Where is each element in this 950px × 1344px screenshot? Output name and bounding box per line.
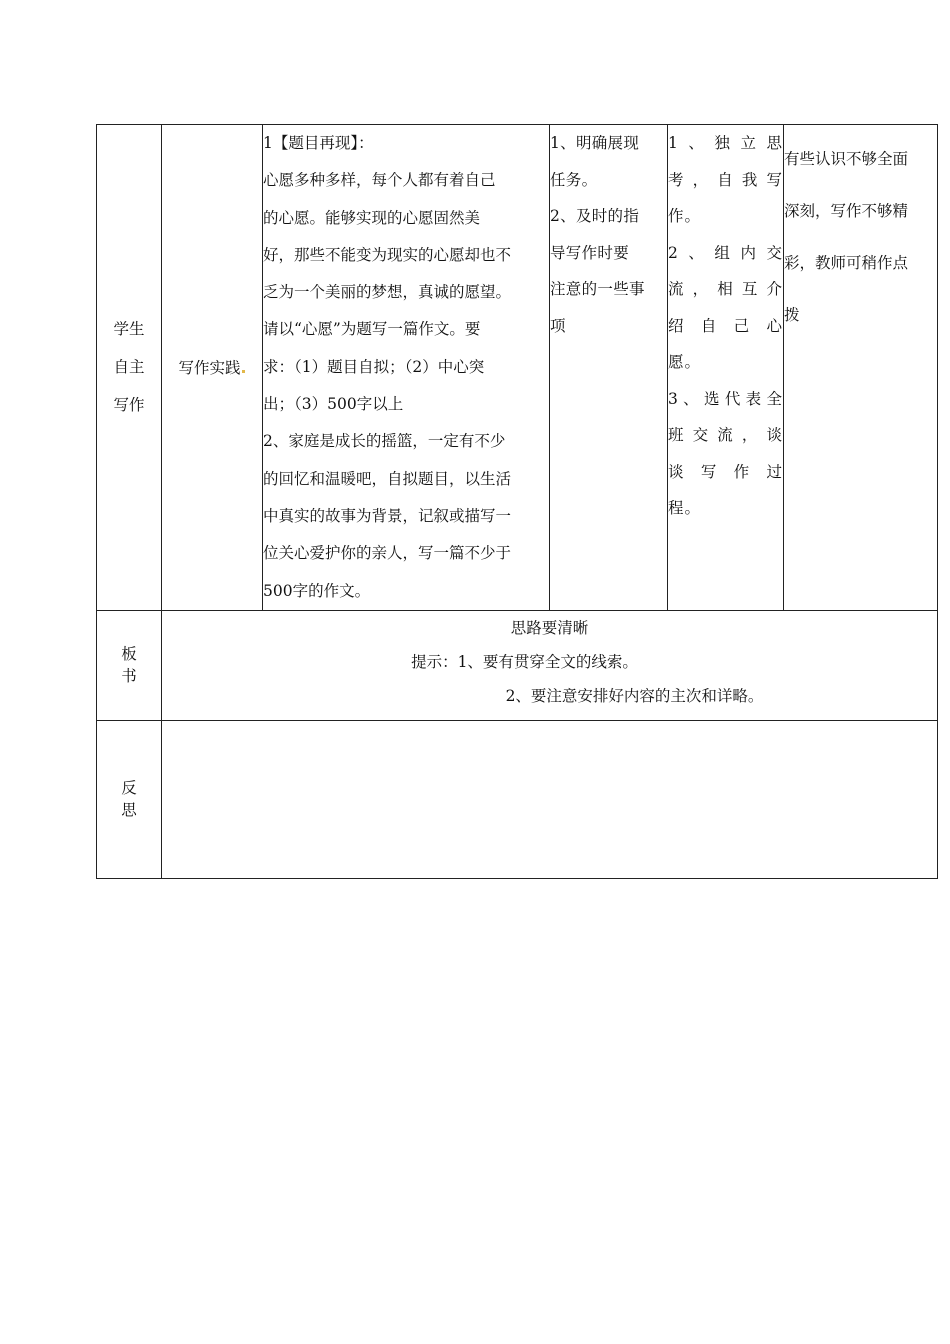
task-line: 中真实的故事为背景，记叙或描写一 (263, 506, 512, 525)
task-line: 乏为一个美丽的梦想，真诚的愿望。 (263, 283, 512, 302)
board-tip: 提示：1、要有贯穿全文的线索。 (411, 652, 638, 671)
task-line: 位关心爱护你的亲人，写一篇不少于 (263, 544, 512, 563)
student-line: 绍自己心 (668, 316, 783, 335)
teacher-line: 注意的一些事 (550, 280, 645, 298)
teacher-line: 任务。 (550, 170, 598, 189)
section-label-board (97, 610, 162, 720)
task-cell (263, 125, 550, 611)
task-line: 500字的作文。 (263, 581, 371, 600)
student-line: 作。 (668, 207, 702, 225)
teacher-line: 2、及时的指 (550, 207, 640, 225)
student-line: 流，相互介 (668, 280, 783, 298)
section-label-writing (97, 125, 162, 611)
section-label: 反思 (121, 779, 137, 820)
student-line: 愿。 (668, 353, 702, 371)
design-line: 拨 (784, 305, 800, 324)
reflection-content-cell[interactable] (162, 720, 938, 878)
teacher-line: 项 (550, 316, 566, 335)
student-line: 3、选代表全 (668, 389, 783, 408)
lesson-plan-table (96, 124, 938, 879)
teacher-activity-cell (550, 125, 668, 611)
section-label-line: 学生 (113, 320, 145, 339)
activity-label: 写作实践 (178, 359, 241, 378)
teacher-line: 导写作时要 (550, 243, 630, 262)
board-title: 思路要清晰 (510, 618, 589, 637)
reflection-row (97, 720, 938, 878)
writing-row (97, 125, 938, 611)
edit-mark (242, 370, 245, 373)
task-line: 1【题目再现】： (263, 134, 374, 152)
task-line: 2、家庭是成长的摇篮，一定有不少 (263, 432, 506, 451)
section-label-reflection (97, 720, 162, 878)
task-line: 的心愿。能够实现的心愿固然美 (263, 208, 481, 227)
activity-cell (162, 125, 263, 611)
student-line: 2、组内交 (668, 243, 783, 262)
board-tip: 2、要注意安排好内容的主次和详略。 (505, 686, 764, 705)
student-line: 班交流，谈 (668, 426, 783, 444)
student-line: 谈写作过 (668, 462, 783, 481)
teacher-line: 1、明确展现 (550, 134, 640, 152)
section-label-line: 写作 (113, 396, 145, 415)
section-label-line: 自主 (113, 358, 145, 377)
design-intent-cell (784, 125, 938, 611)
task-line: 求：（1）题目自拟；（2）中心突 (263, 357, 485, 376)
board-content-cell (162, 610, 938, 720)
student-activity-cell (668, 125, 784, 611)
student-line: 考，自我写 (668, 170, 783, 189)
student-line: 1、独立思 (668, 134, 783, 152)
student-line: 程。 (668, 499, 702, 517)
task-line: 请以“心愿”为题写一篇作文。要 (263, 320, 481, 339)
task-line: 出；（3）500字以上 (263, 395, 404, 414)
section-label: 板书 (121, 645, 137, 686)
task-line: 心愿多种多样，每个人都有着自己 (263, 171, 496, 190)
design-line: 深刻，写作不够精 (784, 201, 909, 220)
task-line: 好，那些不能变为现实的心愿却也不 (263, 245, 512, 264)
board-row (97, 610, 938, 720)
task-line: 的回忆和温暖吧，自拟题目，以生活 (263, 469, 512, 488)
design-line: 彩，教师可稍作点 (784, 253, 909, 272)
design-line: 有些认识不够全面 (784, 149, 909, 168)
